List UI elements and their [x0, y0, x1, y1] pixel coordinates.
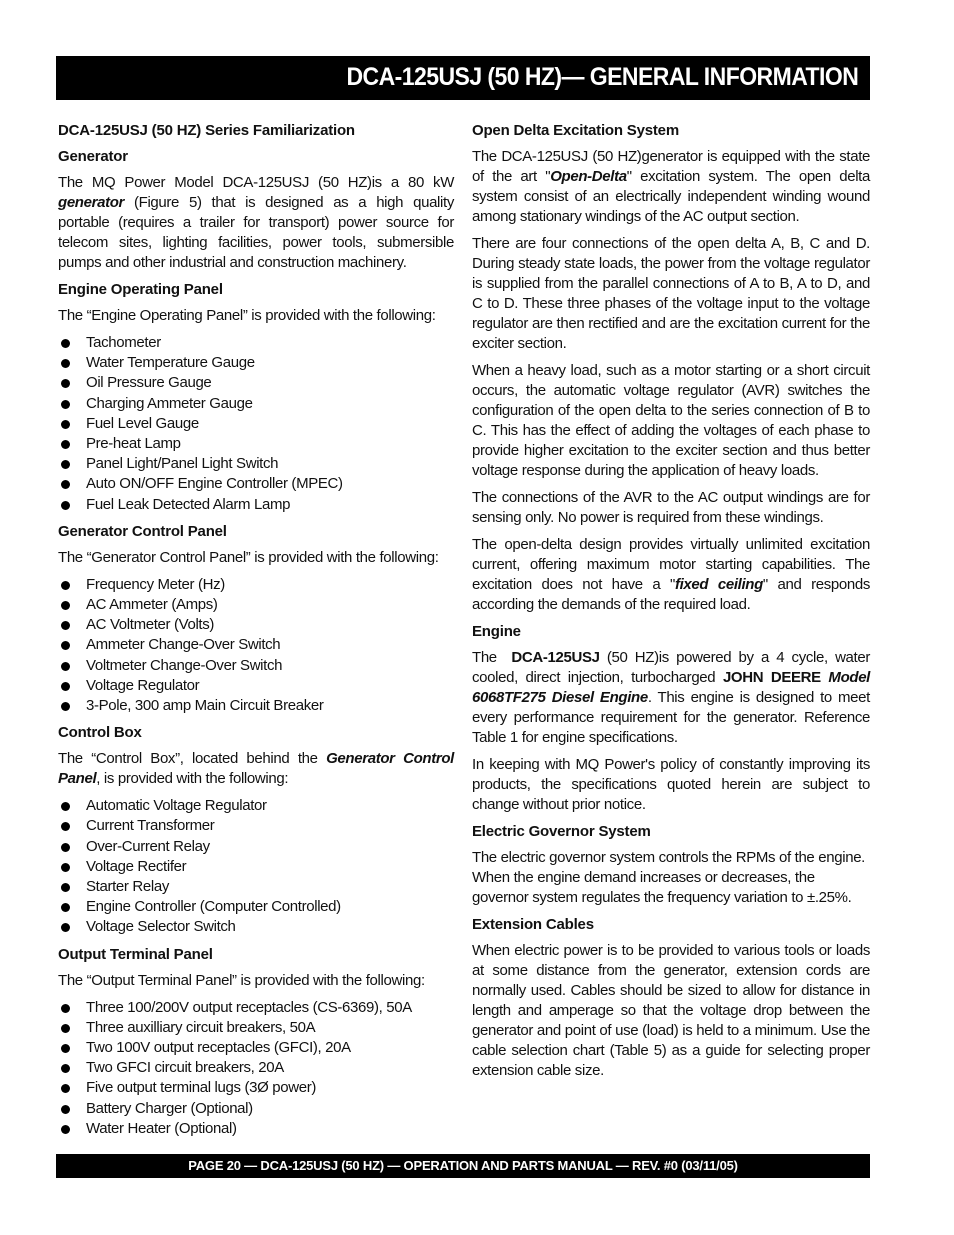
output-panel-intro: The “Output Terminal Panel” is provided with the following: [58, 971, 425, 989]
section-heading-generator-panel: Generator Control Panel [58, 522, 227, 540]
list-item-label: Oil Pressure Gauge [86, 374, 212, 392]
bullet-icon [61, 903, 70, 912]
bullet-icon [61, 702, 70, 711]
section-heading-familiarization: DCA-125USJ (50 HZ) Series Familiarization [58, 122, 355, 139]
bullet-icon [61, 843, 70, 852]
generator-panel-intro: The “Generator Control Panel” is provided with the following: [58, 548, 439, 566]
list-item-label: Starter Relay [86, 878, 169, 896]
bullet-icon [61, 359, 70, 368]
bullet-icon [61, 1024, 70, 1033]
list-item-label: Voltage Regulator [86, 676, 200, 694]
list-item [58, 917, 454, 937]
list-item-label: Over-Current Relay [86, 837, 210, 855]
output-panel-list [58, 998, 454, 1139]
list-item-label: Fuel Leak Detected Alarm Lamp [86, 495, 291, 513]
list-item-label: Current Transformer [86, 817, 215, 835]
list-item-label: Panel Light/Panel Light Switch [86, 455, 279, 473]
list-item-label: Water Heater (Optional) [86, 1119, 237, 1137]
list-item [58, 1018, 454, 1038]
bullet-icon [61, 863, 70, 872]
bullet-icon [61, 501, 70, 510]
list-item [58, 414, 454, 434]
bullet-icon [61, 1105, 70, 1114]
list-item-label: AC Ammeter (Amps) [86, 596, 218, 614]
list-item [58, 1038, 454, 1058]
list-item-label: Automatic Voltage Regulator [86, 797, 267, 815]
control-box-paragraph: The “Control Box”, located behind the Generator Control Panel, is provided with the following: [58, 750, 454, 788]
bullet-icon [61, 601, 70, 610]
cables-paragraph: When electric power is to be provided to various tools or loads at some distance from the generator, extension cords are normally used. Cables should be sized to allow for distance in length and amperage so that the voltage drop between the generator and point of use (load) is held to a minimum. Use the cable selection chart (Table 5) as a guide for selecting proper extension cable size. [472, 942, 870, 1079]
header-bar [56, 56, 870, 100]
bullet-icon [61, 1064, 70, 1073]
list-item-label: Voltage Rectifer [86, 857, 187, 875]
bullet-icon [61, 621, 70, 630]
bullet-icon [61, 883, 70, 892]
bullet-icon [61, 682, 70, 691]
list-item-label: Three 100/200V output receptacles (CS-6369), 50A [86, 998, 412, 1016]
bullet-icon [61, 420, 70, 429]
section-heading-governor: Electric Governor System [472, 823, 651, 840]
engine-paragraph-2: In keeping with MQ Power's policy of constantly improving its products, the specifications quoted herein are subject to change without prior notice. [472, 756, 870, 813]
list-item-label: Five output terminal lugs (3Ø power) [86, 1079, 317, 1097]
list-item-label: Pre-heat Lamp [86, 435, 181, 453]
bullet-icon [61, 1004, 70, 1013]
section-heading-cables: Extension Cables [472, 916, 594, 933]
bullet-icon [61, 1044, 70, 1053]
list-item-label: Frequency Meter (Hz) [86, 575, 225, 593]
list-item-label: Engine Controller (Computer Controlled) [86, 898, 341, 916]
list-item [58, 696, 454, 716]
list-item [58, 676, 454, 696]
bullet-icon [61, 1084, 70, 1093]
list-item [58, 495, 454, 515]
list-item-label: AC Voltmeter (Volts) [86, 616, 215, 634]
section-heading-excitation: Open Delta Excitation System [472, 122, 679, 139]
governor-paragraph: The electric governor system controls the RPMs of the engine. When the engine demand increases or decreases, the governor system regulates the frequency variation to ±.25%. [472, 849, 866, 906]
list-item [58, 1078, 454, 1098]
list-item [58, 877, 454, 897]
list-item [58, 575, 454, 595]
list-item [58, 897, 454, 917]
bullet-icon [61, 641, 70, 650]
bullet-icon [61, 662, 70, 671]
bullet-icon [61, 923, 70, 932]
list-item-label: Voltmeter Change-Over Switch [86, 656, 283, 674]
list-item [58, 615, 454, 635]
bullet-icon [61, 822, 70, 831]
generator-paragraph: The MQ Power Model DCA-125USJ (50 HZ)is a 80 kW generator (Figure 5) that is designed as a high quality portable (requires a trailer for transport) power source for telecom sites, lighting facilities, power tools, submersible pumps and other industrial and construction machinery. [58, 174, 454, 271]
list-item [58, 857, 454, 877]
section-heading-generator: Generator [58, 148, 128, 165]
list-item-label: Voltage Selector Switch [86, 918, 236, 936]
list-item-label: Tachometer [86, 334, 161, 351]
list-item [58, 635, 454, 655]
list-item [58, 796, 454, 816]
list-item-label: Battery Charger (Optional) [86, 1099, 253, 1117]
list-item [58, 1058, 454, 1078]
excitation-paragraph-5: The open-delta design provides virtually unlimited excitation current, offering maximum motor starting capabilities. The excitation does not have a "fixed ceiling" and responds according the demands of the required load. [472, 536, 870, 613]
bullet-icon [61, 379, 70, 388]
list-item-label: 3-Pole, 300 amp Main Circuit Breaker [86, 697, 324, 715]
list-item [58, 373, 454, 393]
section-heading-engine: Engine [472, 623, 521, 640]
left-column [58, 121, 454, 1146]
list-item-label: Water Temperature Gauge [86, 354, 255, 372]
control-box-list [58, 796, 454, 937]
section-heading-control-box: Control Box [58, 724, 142, 742]
list-item [58, 454, 454, 474]
bullet-icon [61, 339, 70, 348]
right-column [472, 121, 870, 1088]
bullet-icon [61, 581, 70, 590]
list-item [58, 1119, 454, 1139]
section-heading-output-panel: Output Terminal Panel [58, 945, 213, 963]
list-item [58, 353, 454, 373]
excitation-paragraph-3: When a heavy load, such as a motor starting or a short circuit occurs, the automatic voltage regulator (AVR) switches the configuration of the open delta to the series connection of B to C. This has the effect of adding the voltages of each phase to provide higher excitation to the exciter section and thus better voltage response during the application of heavy loads. [472, 362, 870, 479]
excitation-paragraph-1: The DCA-125USJ (50 HZ)generator is equipped with the state of the art "Open-Delta" excitation system. The open delta system consist of an electrically independent winding wound among stationary windings of the AC output section. [472, 148, 870, 225]
generator-panel-list [58, 575, 454, 716]
bullet-icon [61, 460, 70, 469]
bullet-icon [61, 440, 70, 449]
list-item [58, 656, 454, 676]
bullet-icon [61, 802, 70, 811]
section-heading-engine-panel: Engine Operating Panel [58, 281, 223, 298]
engine-paragraph-1: The DCA-125USJ (50 HZ)is powered by a 4 cycle, water cooled, direct injection, turbocharged JOHN DEERE Model 6068TF275 Diesel Engine. This engine is designed to meet every performance requirement for the generator. Reference Table 1 for engine specifications. [472, 649, 871, 746]
list-item [58, 837, 454, 857]
list-item-label: Ammeter Change-Over Switch [86, 636, 281, 654]
list-item [58, 595, 454, 615]
list-item [58, 434, 454, 454]
list-item [58, 998, 454, 1018]
footer-bar [56, 1154, 870, 1178]
bullet-icon [61, 400, 70, 409]
list-item-label: Charging Ammeter Gauge [86, 394, 253, 412]
list-item [58, 816, 454, 836]
bullet-icon [61, 1125, 70, 1134]
engine-panel-list [58, 333, 454, 515]
page-title: DCA-125USJ (50 HZ)— GENERAL INFORMATION [346, 63, 858, 91]
list-item [58, 333, 454, 353]
list-item-label: Two GFCI circuit breakers, 20A [86, 1059, 284, 1077]
list-item-label: Auto ON/OFF Engine Controller (MPEC) [86, 475, 343, 493]
list-item-label: Two 100V output receptacles (GFCI), 20A [86, 1039, 351, 1057]
bullet-icon [61, 480, 70, 489]
list-item-label: Fuel Level Gauge [86, 414, 199, 432]
list-item [58, 1099, 454, 1119]
engine-panel-intro: The “Engine Operating Panel” is provided with the following: [58, 307, 436, 324]
excitation-paragraph-4: The connections of the AVR to the AC output windings are for sensing only. No power is required from these windings. [472, 489, 870, 526]
footer-text: PAGE 20 — DCA-125USJ (50 HZ) — OPERATION AND PARTS MANUAL — REV. #0 (03/11/05) [188, 1158, 738, 1173]
excitation-paragraph-2: There are four connections of the open delta A, B, C and D. During steady state loads, the power from the voltage regulator is supplied from the parallel connections of A to B, A to D, and C to D. These three phases of the voltage input to the voltage regulator are then rectified and are the excitation current for the exciter section. [472, 235, 870, 352]
list-item [58, 394, 454, 414]
list-item-label: Three auxilliary circuit breakers, 50A [86, 1018, 316, 1036]
list-item [58, 474, 454, 494]
